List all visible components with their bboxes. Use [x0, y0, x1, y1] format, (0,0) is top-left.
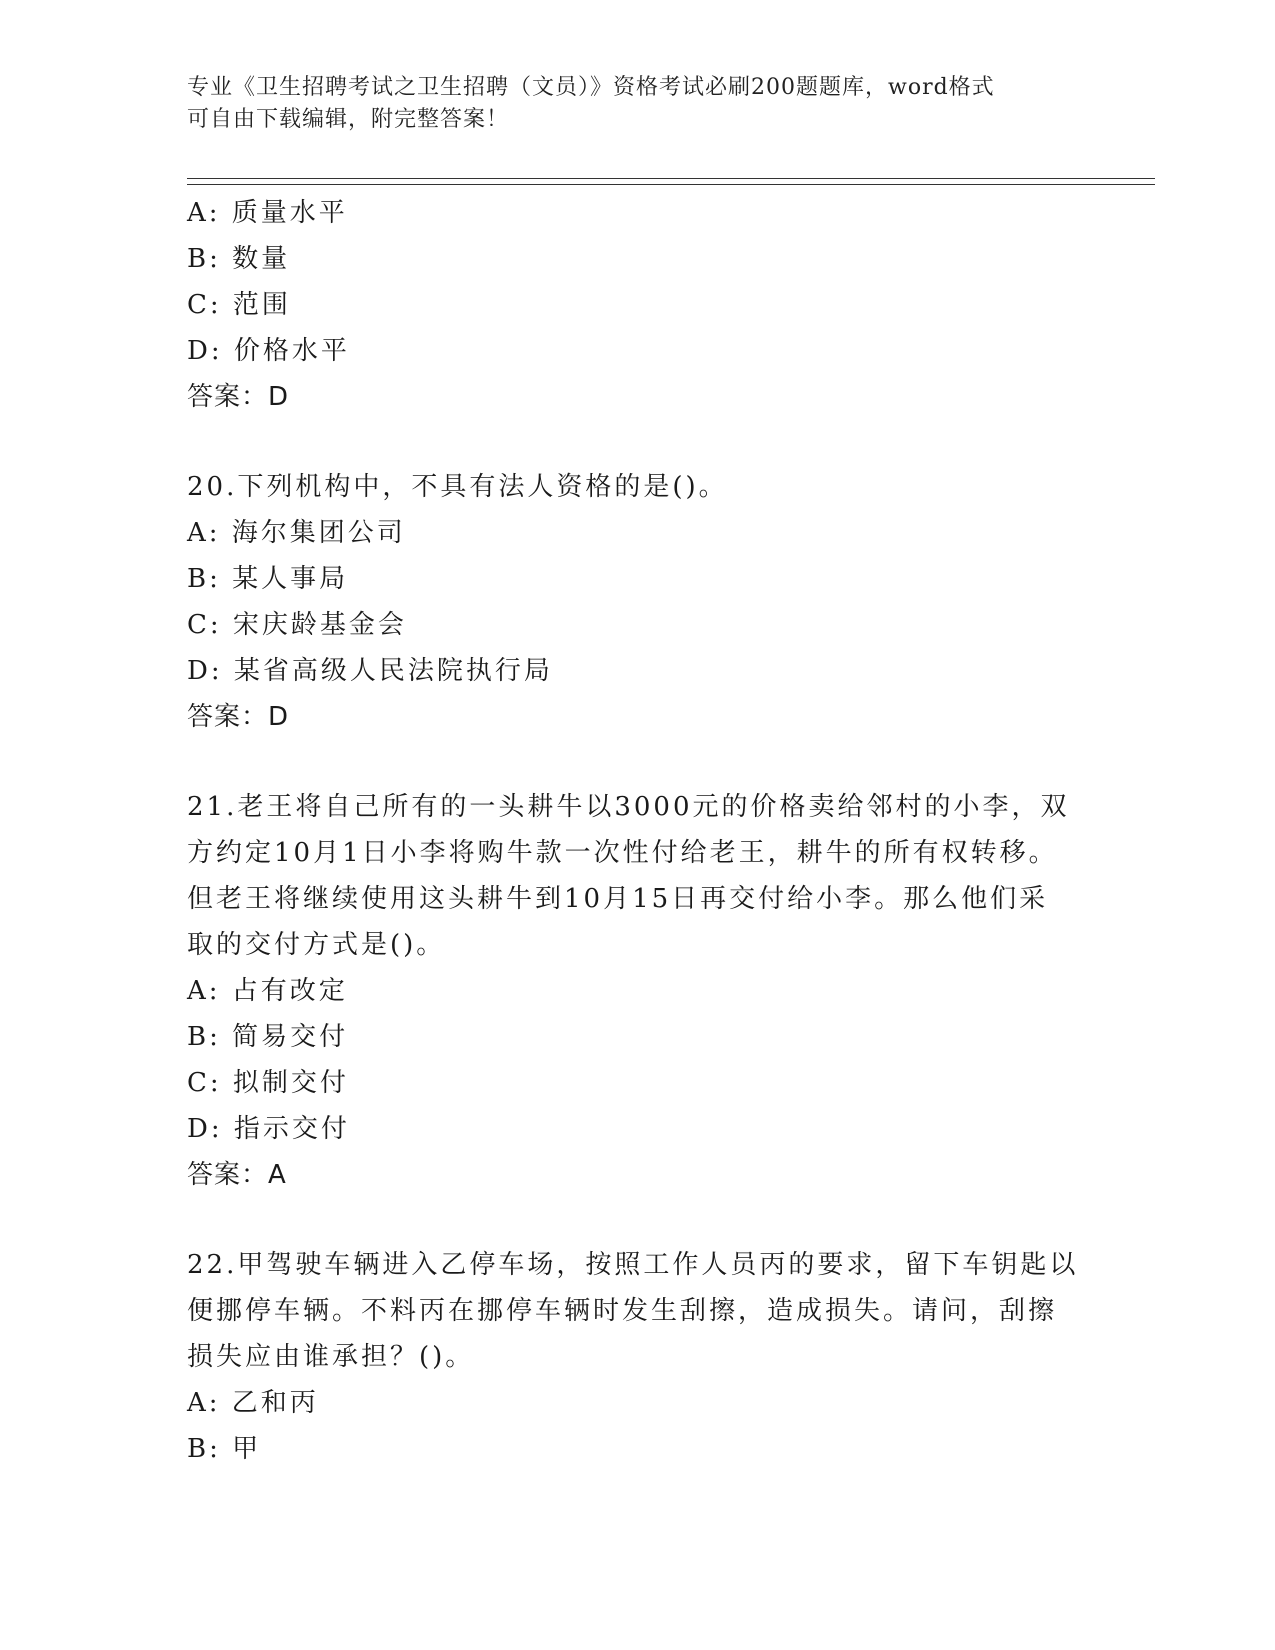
option-c: C: 范围: [187, 290, 291, 320]
question-stem: 20.下列机构中，不具有法人资格的是()。: [187, 472, 728, 502]
option-b: B: 某人事局: [187, 564, 349, 594]
option-a: A: 占有改定: [187, 976, 348, 1006]
question-stem-line-4: 取的交付方式是()。: [187, 930, 446, 960]
option-b: B: 甲: [187, 1434, 262, 1464]
question-20: [187, 464, 1087, 740]
question-21: [187, 784, 1087, 1198]
answer-label: 答案：D: [187, 382, 290, 412]
header-line-1: 专业《卫生招聘考试之卫生招聘（文员）》资格考试必刷200题题库，word格式: [187, 75, 995, 100]
question-stem-line-1: 21.老王将自己所有的一头耕牛以3000元的价格卖给邻村的小李，双: [187, 792, 1070, 822]
option-a: A: 乙和丙: [187, 1388, 319, 1418]
question-list: [187, 190, 1087, 1472]
option-d: D: 指示交付: [187, 1114, 350, 1144]
option-d: D: 价格水平: [187, 336, 350, 366]
answer-label: 答案：D: [187, 702, 290, 732]
question-stem-line-3: 损失应由谁承担？()。: [187, 1342, 475, 1372]
option-a: A: 质量水平: [187, 198, 348, 228]
question-stem-line-2: 方约定10月1日小李将购牛款一次性付给老王，耕牛的所有权转移。: [187, 838, 1058, 868]
header-line-2: 可自由下载编辑，附完整答案！: [187, 107, 510, 132]
answer-label: 答案：A: [187, 1160, 287, 1190]
question-stem-line-2: 便挪停车辆。不料丙在挪停车辆时发生刮擦，造成损失。请问，刮擦: [187, 1296, 1058, 1326]
option-b: B: 数量: [187, 244, 291, 274]
option-a: A: 海尔集团公司: [187, 518, 406, 548]
option-c: C: 宋庆龄基金会: [187, 610, 407, 640]
question-stem-line-3: 但老王将继续使用这头耕牛到10月15日再交付给小李。那么他们采: [187, 884, 1049, 914]
question-22: [187, 1242, 1087, 1472]
document-header: [187, 72, 1067, 136]
option-c: C: 拟制交付: [187, 1068, 349, 1098]
question-19: [187, 190, 1087, 420]
option-d: D: 某省高级人民法院执行局: [187, 656, 553, 686]
header-divider: [187, 178, 1155, 185]
question-stem-line-1: 22.甲驾驶车辆进入乙停车场，按照工作人员丙的要求，留下车钥匙以: [187, 1250, 1079, 1280]
option-b: B: 简易交付: [187, 1022, 349, 1052]
